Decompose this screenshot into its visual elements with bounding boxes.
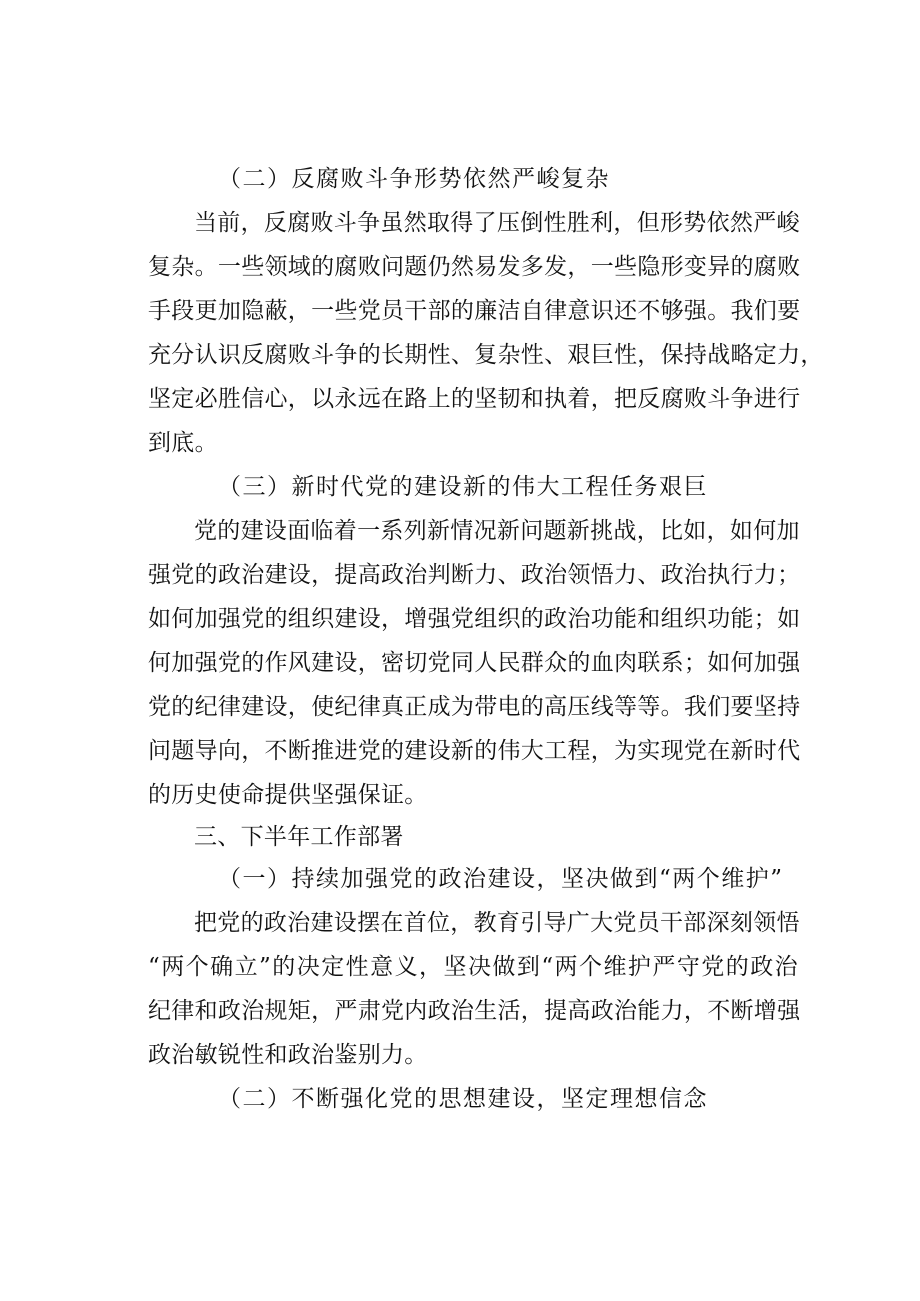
subheading-political-building: （一）持续加强党的政治建设，坚决做到“两个维护” xyxy=(218,866,784,892)
paragraph-line: 党的纪律建设，使纪律真正成为带电的高压线等等。我们要坚持 xyxy=(148,694,801,720)
paragraph-line: 手段更加隐蔽，一些党员干部的廉洁自律意识还不够强。我们要 xyxy=(148,298,801,324)
paragraph-line: 何加强党的作风建设，密切党同人民群众的血肉联系；如何加强 xyxy=(148,650,801,676)
section-heading-work-plan: 三、下半年工作部署 xyxy=(194,824,404,850)
paragraph-line: 如何加强党的组织建设，增强党组织的政治功能和组织功能；如 xyxy=(148,606,801,632)
subheading-anticorruption-situation: （二）反腐败斗争形势依然严峻复杂 xyxy=(218,166,610,192)
paragraph-line: 问题导向，不断推进党的建设新的伟大工程，为实现党在新时代 xyxy=(148,738,801,764)
paragraph-line: 充分认识反腐败斗争的长期性、复杂性、艰巨性，保持战略定力， xyxy=(148,342,824,368)
paragraph-line: 坚定必胜信心，以永远在路上的坚韧和执着，把反腐败斗争进行 xyxy=(148,386,801,412)
paragraph-line: 复杂。一些领域的腐败问题仍然易发多发，一些隐形变异的腐败 xyxy=(148,254,801,280)
subheading-party-building-task: （三）新时代党的建设新的伟大工程任务艰巨 xyxy=(218,474,708,500)
paragraph-line: 到底。 xyxy=(148,430,218,456)
paragraph-line: 强党的政治建设，提高政治判断力、政治领悟力、政治执行力； xyxy=(148,562,801,588)
subheading-ideological-building: （二）不断强化党的思想建设，坚定理想信念 xyxy=(218,1086,708,1112)
paragraph-line: 纪律和政治规矩，严肃党内政治生活，提高政治能力，不断增强 xyxy=(148,998,801,1024)
paragraph-line: 当前，反腐败斗争虽然取得了压倒性胜利，但形势依然严峻 xyxy=(194,210,800,236)
paragraph-line: 的历史使命提供坚强保证。 xyxy=(148,782,428,808)
paragraph-line: “两个确立”的决定性意义，坚决做到“两个维护严守党的政治 xyxy=(148,954,798,980)
paragraph-line: 把党的政治建设摆在首位，教育引导广大党员干部深刻领悟 xyxy=(194,910,800,936)
paragraph-line: 政治敏锐性和政治鉴别力。 xyxy=(148,1042,428,1068)
paragraph-line: 党的建设面临着一系列新情况新问题新挑战，比如，如何加 xyxy=(194,518,800,544)
